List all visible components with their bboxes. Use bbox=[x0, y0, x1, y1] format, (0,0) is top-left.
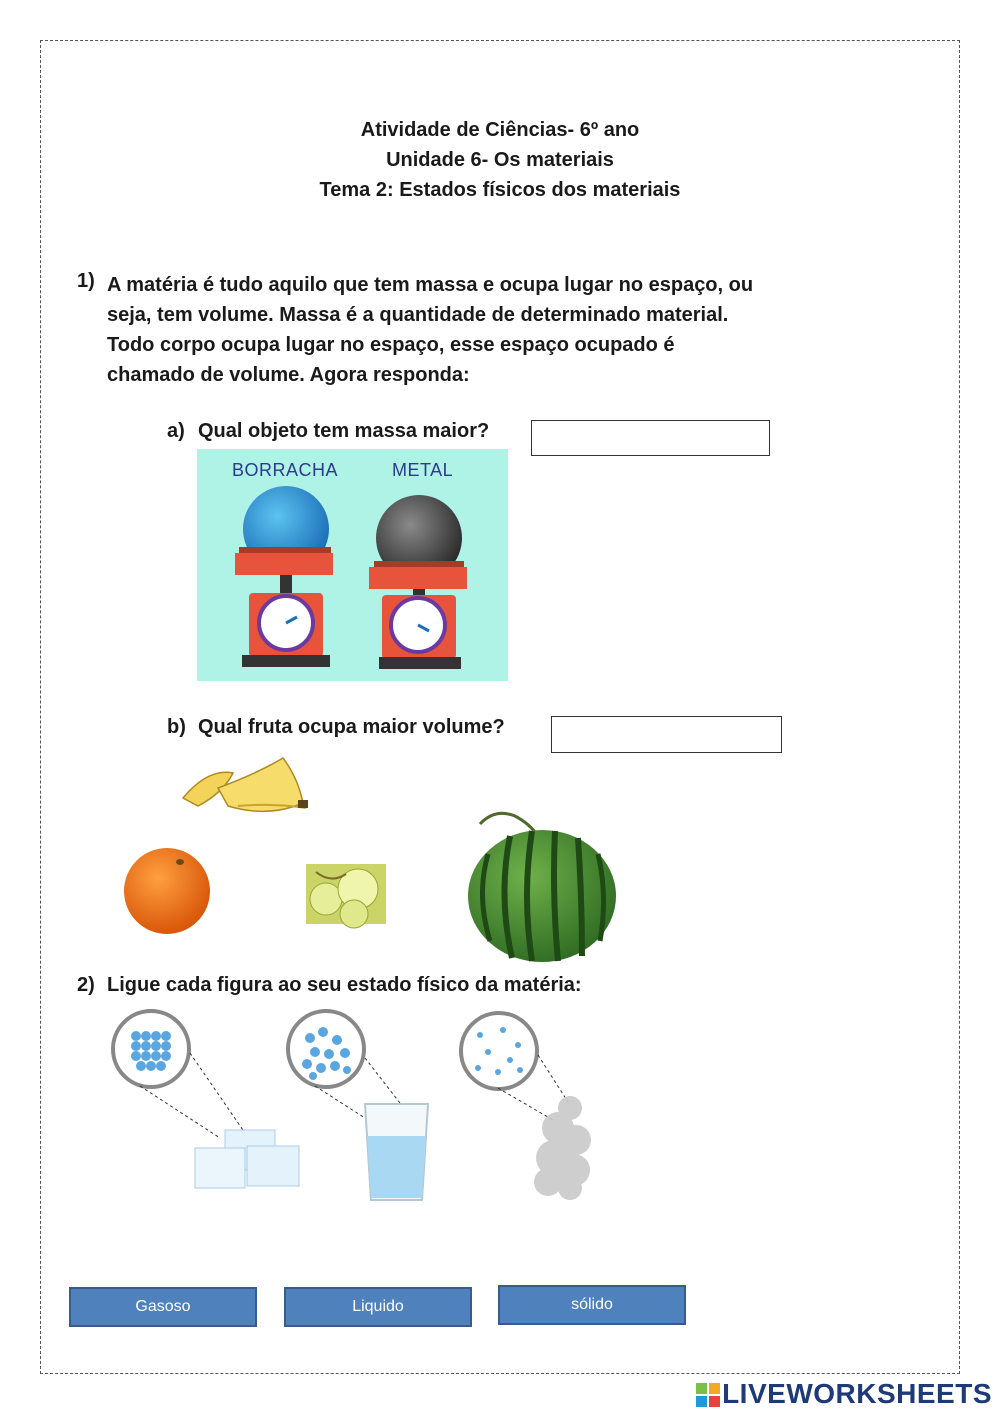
gasoso-button[interactable]: Gasoso bbox=[69, 1287, 257, 1327]
worksheet-title: Atividade de Ciências- 6º ano bbox=[360, 119, 640, 141]
metal-ball-scale-icon bbox=[369, 495, 467, 669]
water-glass-icon bbox=[285, 1008, 435, 1203]
rubber-ball-scale-icon bbox=[235, 486, 333, 667]
watermelon-icon bbox=[460, 806, 620, 964]
question-2-number: 2) bbox=[77, 974, 95, 996]
theme-title: Tema 2: Estados físicos dos materiais bbox=[319, 179, 681, 201]
question-1-number: 1) bbox=[77, 270, 95, 292]
question-1-line: Todo corpo ocupa lugar no espaço, esse espaço ocupado é bbox=[107, 334, 675, 356]
liveworksheets-logo bbox=[696, 1378, 992, 1410]
question-2-text: Ligue cada figura ao seu estado físico da matéria: bbox=[107, 974, 582, 996]
question-1-line: chamado de volume. Agora responda: bbox=[107, 364, 470, 386]
question-1-line: A matéria é tudo aquilo que tem massa e ocupa lugar no espaço, ou bbox=[107, 274, 754, 296]
liveworksheets-logo-text: LIVEWORKSHEETS bbox=[722, 1378, 992, 1409]
grapes-icon bbox=[306, 864, 386, 924]
orange-icon bbox=[120, 846, 214, 936]
liquido-button[interactable]: Liquido bbox=[284, 1287, 472, 1327]
answer-box-1b[interactable] bbox=[551, 716, 782, 753]
ice-cubes-icon bbox=[110, 1008, 310, 1193]
question-1-text bbox=[107, 270, 867, 390]
scales-drawing bbox=[197, 449, 508, 681]
question-1a-number: a) bbox=[167, 420, 185, 442]
rubber-label: BORRACHA bbox=[232, 460, 339, 480]
question-1-line: seja, tem volume. Massa é a quantidade de determinado material. bbox=[107, 304, 729, 326]
metal-label: METAL bbox=[392, 460, 454, 480]
unit-title: Unidade 6- Os materiais bbox=[386, 149, 614, 171]
answer-box-1a[interactable] bbox=[531, 420, 770, 456]
liveworksheets-logo-icon bbox=[696, 1383, 720, 1407]
question-1b-text: Qual fruta ocupa maior volume? bbox=[198, 716, 505, 738]
question-1b-number: b) bbox=[167, 716, 186, 738]
banana-icon bbox=[178, 748, 313, 820]
question-1a-text: Qual objeto tem massa maior? bbox=[198, 420, 490, 442]
solido-button[interactable]: sólido bbox=[498, 1285, 686, 1325]
vapor-smoke-icon bbox=[458, 1010, 598, 1205]
question-2 bbox=[77, 974, 582, 997]
